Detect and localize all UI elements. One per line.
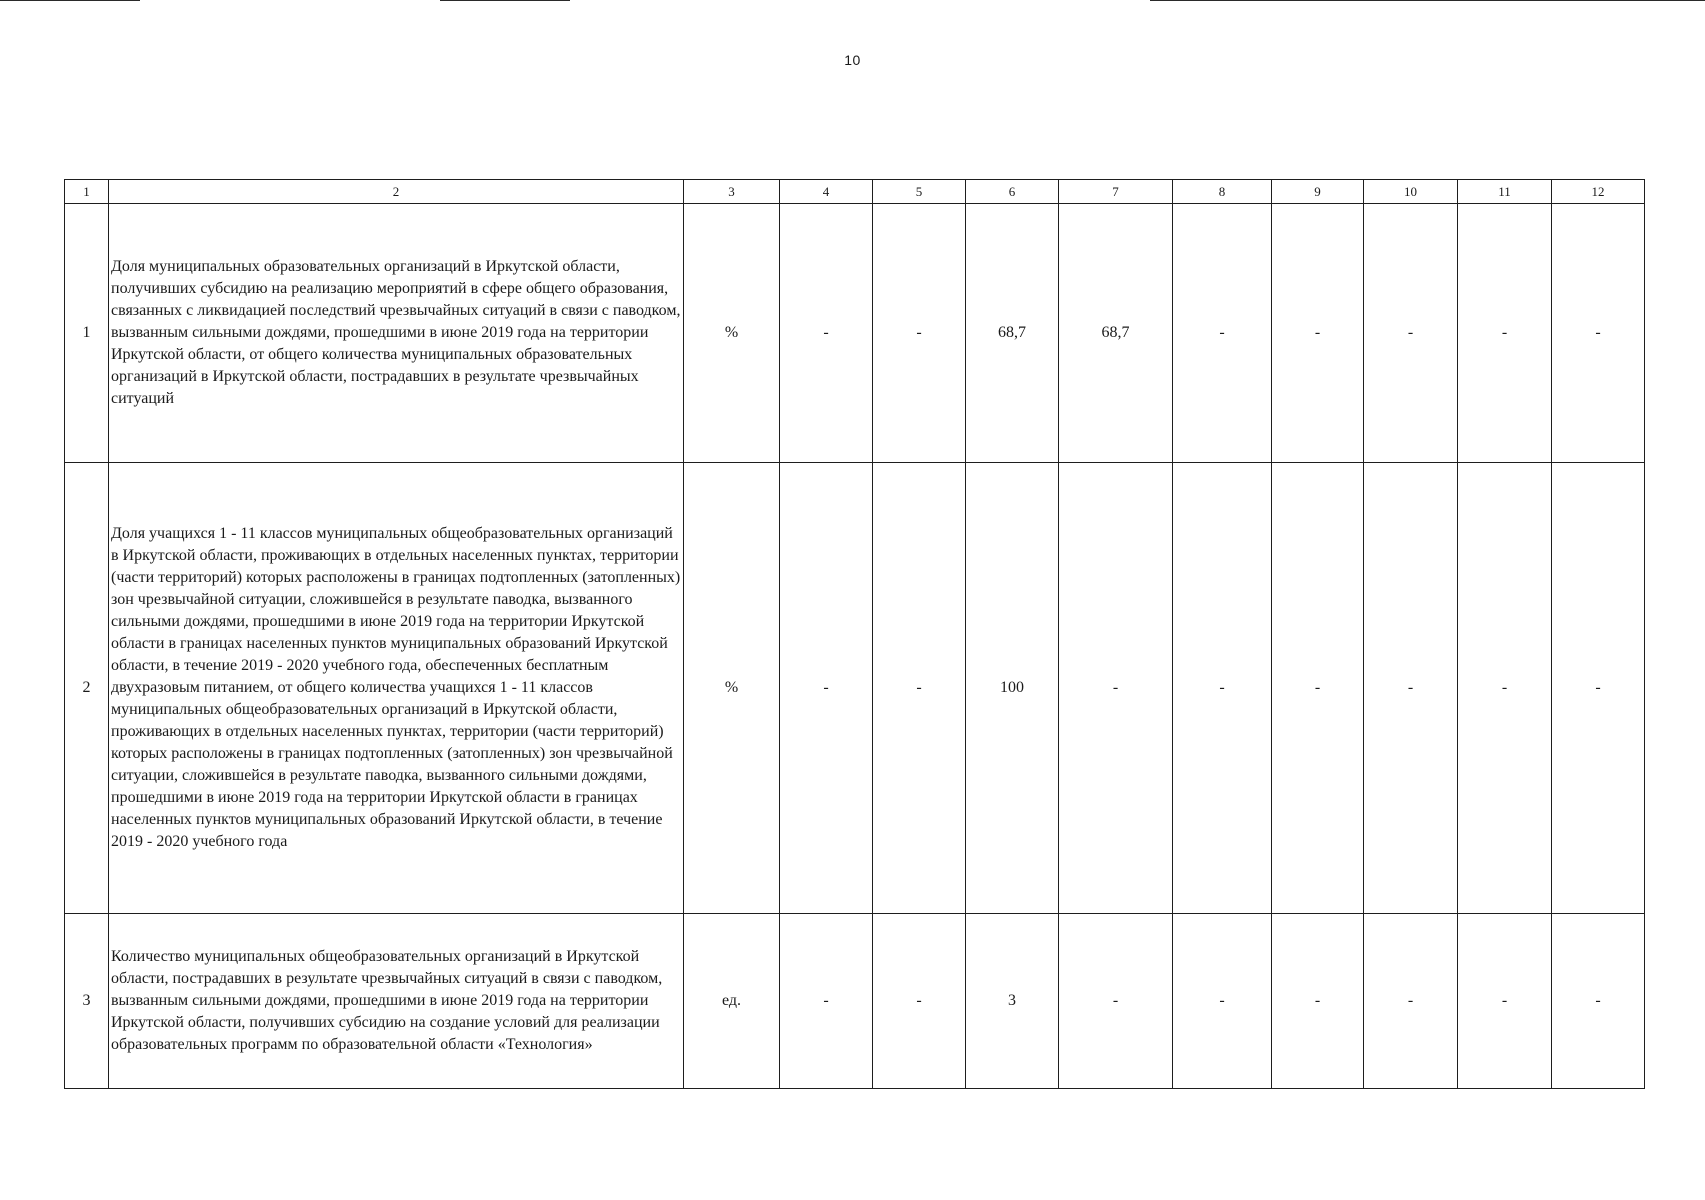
- value-cell: -: [1272, 914, 1364, 1089]
- column-number: 10: [1364, 180, 1458, 204]
- table-row: [65, 463, 1645, 914]
- indicator-description: Доля муниципальных образовательных организаций в Иркутской области, получивших субсидию на реализацию мероприятий в сфере общего образования, связанных с ликвидацией последствий чрезвычайных ситуаций в связи с паводком, вызванным сильными дождями, прошедшими в июне 2019 года на территории Иркутской области, от общего количества муниципальных образовательных организаций в Иркутской области, пострадавших в результате чрезвычайных ситуаций: [109, 204, 684, 463]
- table-row: [65, 914, 1645, 1089]
- scan-edge-mark: [1150, 0, 1705, 1]
- row-number: 3: [65, 914, 109, 1089]
- value-cell: -: [1552, 914, 1645, 1089]
- value-cell: -: [780, 463, 873, 914]
- column-number: 1: [65, 180, 109, 204]
- scan-edge-mark: [0, 0, 140, 1]
- unit-cell: %: [684, 204, 780, 463]
- indicator-description: Доля учащихся 1 - 11 классов муниципальных общеобразовательных организаций в Иркутской области, проживающих в отдельных населенных пунктах, территории (части территорий) которых расположены в границах подтопленных (затопленных) зон чрезвычайной ситуации, сложившейся в результате паводка, вызванного сильными дождями, прошедшими в июне 2019 года на территории Иркутской области в границах населенных пунктов муниципальных образований Иркутской области, в течение 2019 - 2020 учебного года, обеспеченных бесплатным двухразовым питанием, от общего количества учащихся 1 - 11 классов муниципальных общеобразовательных организаций в Иркутской области, проживающих в отдельных населенных пунктах, территории (части территорий) которых расположены в границах подтопленных (затопленных) зон чрезвычайной ситуации, сложившейся в результате паводка, вызванного сильными дождями, прошедшими в июне 2019 года на территории Иркутской области в границах населенных пунктов муниципальных образований Иркутской области, в течение 2019 - 2020 учебного года: [109, 463, 684, 914]
- value-cell: -: [873, 463, 966, 914]
- value-cell: -: [1552, 204, 1645, 463]
- indicator-description: Количество муниципальных общеобразовательных организаций в Иркутской области, пострадавших в результате чрезвычайных ситуаций в связи с паводком, вызванным сильными дождями, прошедшими в июне 2019 года на территории Иркутской области, получивших субсидию на создание условий для реализации образовательных программ по образовательной области «Технология»: [109, 914, 684, 1089]
- value-cell: -: [1059, 914, 1173, 1089]
- value-cell: -: [1059, 463, 1173, 914]
- value-cell: -: [1458, 204, 1552, 463]
- value-cell: 3: [966, 914, 1059, 1089]
- column-number: 12: [1552, 180, 1645, 204]
- value-cell: -: [1272, 463, 1364, 914]
- unit-cell: %: [684, 463, 780, 914]
- row-number: 1: [65, 204, 109, 463]
- value-cell: 100: [966, 463, 1059, 914]
- value-cell: 68,7: [966, 204, 1059, 463]
- page-number: 10: [844, 52, 861, 68]
- column-number: 6: [966, 180, 1059, 204]
- value-cell: -: [1364, 914, 1458, 1089]
- value-cell: -: [873, 204, 966, 463]
- column-number: 2: [109, 180, 684, 204]
- column-number-row: [65, 180, 1645, 204]
- unit-cell: ед.: [684, 914, 780, 1089]
- value-cell: -: [1458, 914, 1552, 1089]
- column-number: 11: [1458, 180, 1552, 204]
- column-number: 5: [873, 180, 966, 204]
- value-cell: -: [1173, 463, 1272, 914]
- value-cell: -: [1364, 463, 1458, 914]
- table-row: [65, 204, 1645, 463]
- column-number: 9: [1272, 180, 1364, 204]
- column-number: 7: [1059, 180, 1173, 204]
- value-cell: -: [780, 204, 873, 463]
- value-cell: -: [780, 914, 873, 1089]
- value-cell: -: [1364, 204, 1458, 463]
- column-number: 8: [1173, 180, 1272, 204]
- column-number: 4: [780, 180, 873, 204]
- scan-edge-mark: [440, 0, 570, 1]
- value-cell: -: [1272, 204, 1364, 463]
- value-cell: -: [1173, 914, 1272, 1089]
- value-cell: 68,7: [1059, 204, 1173, 463]
- value-cell: -: [873, 914, 966, 1089]
- indicators-table: [64, 179, 1645, 1089]
- value-cell: -: [1173, 204, 1272, 463]
- value-cell: -: [1458, 463, 1552, 914]
- value-cell: -: [1552, 463, 1645, 914]
- column-number: 3: [684, 180, 780, 204]
- row-number: 2: [65, 463, 109, 914]
